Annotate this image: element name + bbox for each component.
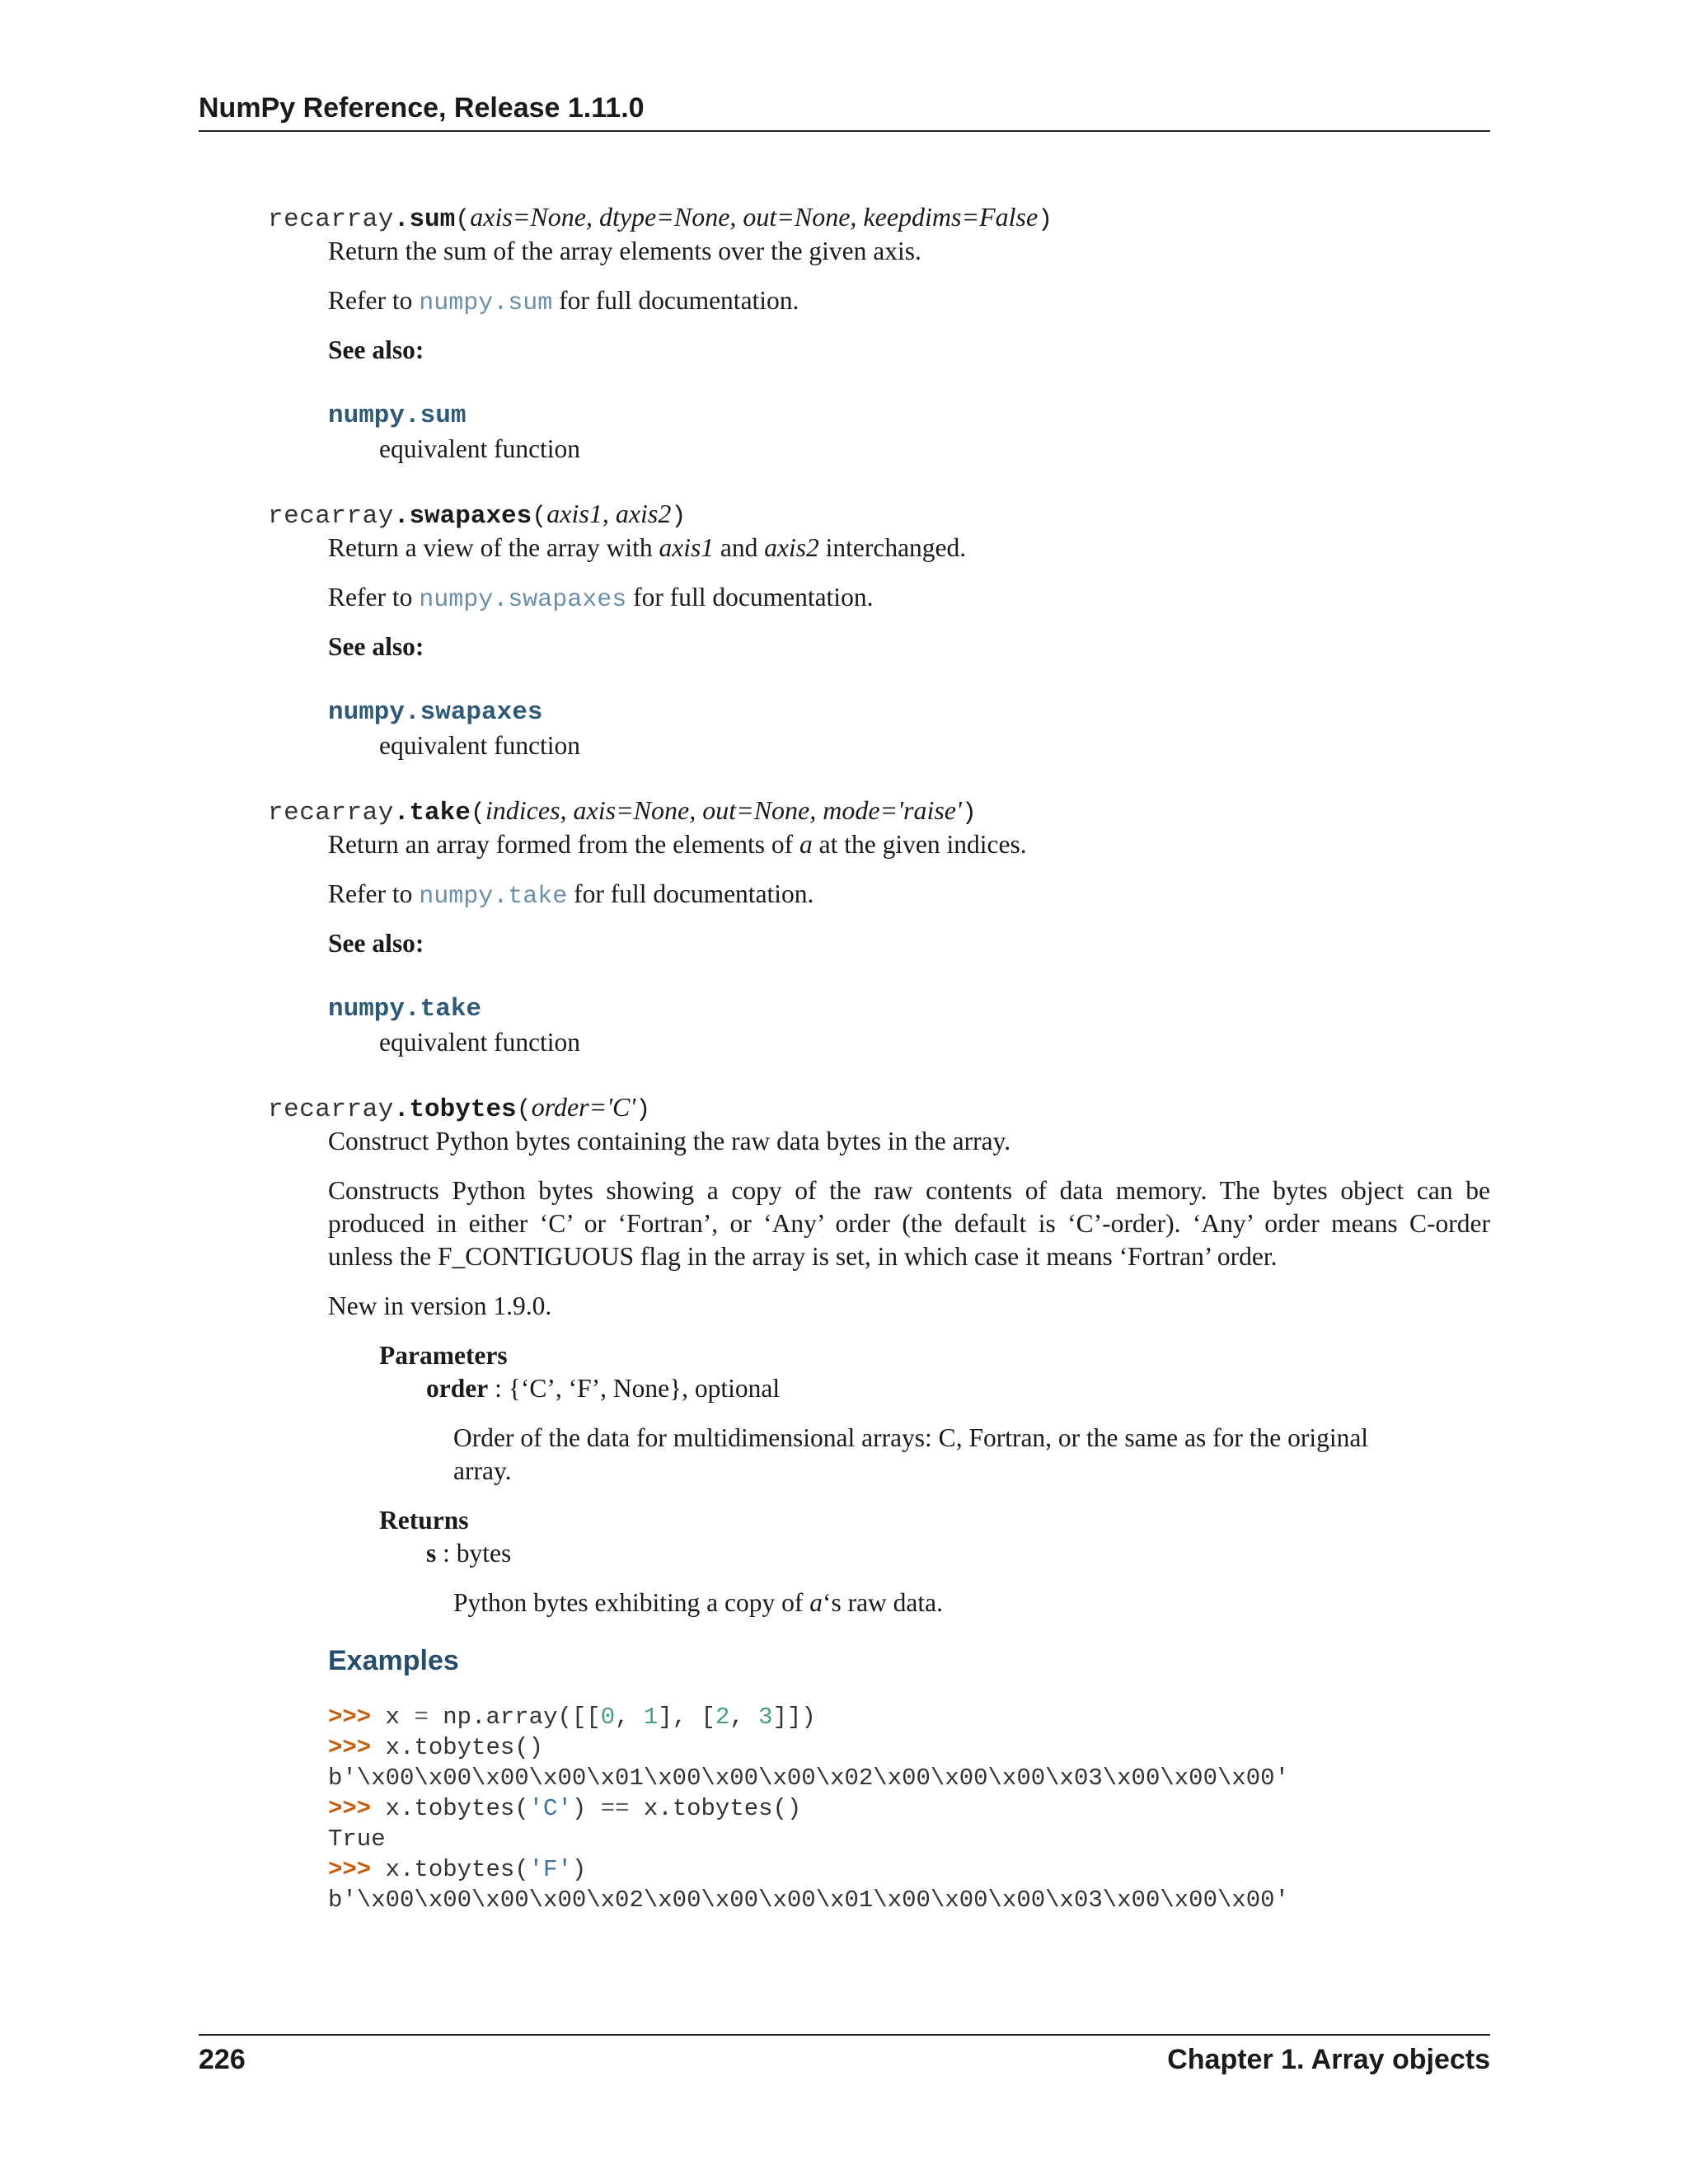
chapter-title: Chapter 1. Array objects xyxy=(1167,2044,1490,2075)
code-operator: == xyxy=(600,1795,630,1822)
code-output-3: b'\x00\x00\x00\x00\x02\x00\x00\x00\x01\x00\x00\x00\x03\x00\x00\x00' xyxy=(328,1886,1289,1914)
summary-swapaxes xyxy=(328,532,966,565)
code-number: 3 xyxy=(758,1704,773,1731)
return-desc-arg: a xyxy=(809,1588,823,1617)
summary-text: and xyxy=(714,533,765,562)
description-tobytes xyxy=(328,1174,1490,1273)
signature-tobytes xyxy=(268,1092,650,1124)
version-note: New in version 1.9.0. xyxy=(328,1291,552,1320)
param-type: : {‘C’, ‘F’, None}, optional xyxy=(488,1374,781,1403)
header-rule xyxy=(199,130,1490,132)
code-number: 0 xyxy=(600,1704,616,1731)
open-paren: ( xyxy=(532,503,547,531)
page-number: 226 xyxy=(199,2044,246,2075)
param-desc-line: array. xyxy=(453,1456,512,1485)
method-args: axis=None, dtype=None, out=None, keepdims=False xyxy=(470,202,1039,232)
refer-link-numpy-swapaxes[interactable]: numpy.swapaxes xyxy=(419,586,627,614)
code-token: ) xyxy=(571,1795,601,1822)
see-also-label-sum: See also: xyxy=(328,335,424,364)
param-description xyxy=(453,1422,1368,1488)
dot: . xyxy=(393,205,410,234)
summary-text: Return a view of the array with xyxy=(328,533,659,562)
code-line-2 xyxy=(328,1734,543,1761)
see-also-link-numpy-take[interactable]: numpy.take xyxy=(328,995,482,1024)
description-line: produced in either ‘C’ or ‘Fortran’, or ‘Any’ order (the default is ‘C’-order). ‘Any’ order means C-order xyxy=(328,1209,1490,1238)
summary-text: at the given indices. xyxy=(812,830,1027,859)
code-line-3 xyxy=(328,1795,801,1822)
class-name: recarray xyxy=(268,502,394,531)
summary-text: interchanged. xyxy=(818,533,967,562)
see-also-label-take: See also: xyxy=(328,929,424,958)
code-token: x.tobytes() xyxy=(371,1734,544,1761)
refer-link-numpy-take[interactable]: numpy.take xyxy=(419,883,568,911)
code-line-4 xyxy=(328,1856,586,1883)
code-output-1: b'\x00\x00\x00\x00\x01\x00\x00\x00\x02\x00\x00\x00\x03\x00\x00\x00' xyxy=(328,1765,1289,1792)
code-token: , xyxy=(729,1704,759,1731)
running-header: NumPy Reference, Release 1.11.0 xyxy=(199,92,645,124)
return-desc-text: ‘s raw data. xyxy=(822,1588,944,1617)
parameters-label: Parameters xyxy=(379,1341,508,1370)
method-name: sum xyxy=(409,205,456,234)
close-paren: ) xyxy=(1038,206,1053,234)
see-also-desc-take: equivalent function xyxy=(379,1028,581,1057)
summary-arg: a xyxy=(799,830,813,859)
close-paren: ) xyxy=(671,503,687,531)
footer-rule xyxy=(199,2034,1490,2036)
summary-sum: Return the sum of the array elements over the given axis. xyxy=(328,237,921,265)
prompt: >>> xyxy=(328,1795,372,1822)
summary-tobytes: Construct Python bytes containing the raw data bytes in the array. xyxy=(328,1127,1011,1155)
signature-take xyxy=(268,795,977,827)
return-desc-text: Python bytes exhibiting a copy of xyxy=(453,1588,810,1617)
method-name: swapaxes xyxy=(409,502,532,531)
prompt: >>> xyxy=(328,1856,372,1883)
refer-link-numpy-sum[interactable]: numpy.sum xyxy=(419,289,553,317)
method-args: indices, axis=None, out=None, mode='raise' xyxy=(485,795,962,825)
open-paren: ( xyxy=(470,799,485,827)
dot: . xyxy=(393,502,410,531)
returns-label: Returns xyxy=(379,1506,469,1535)
refer-suffix: for full documentation. xyxy=(567,879,814,908)
code-token: , xyxy=(615,1704,644,1731)
refer-prefix: Refer to xyxy=(328,286,420,315)
class-name: recarray xyxy=(268,205,394,234)
see-also-link-numpy-sum[interactable]: numpy.sum xyxy=(328,401,467,430)
refer-suffix: for full documentation. xyxy=(552,286,799,315)
code-token: ]]) xyxy=(772,1704,816,1731)
code-token: np.array([[ xyxy=(428,1704,601,1731)
summary-arg: axis2 xyxy=(764,533,819,562)
see-also-link-numpy-swapaxes[interactable]: numpy.swapaxes xyxy=(328,698,543,727)
code-number: 2 xyxy=(715,1704,730,1731)
signature-swapaxes xyxy=(268,499,686,531)
examples-heading: Examples xyxy=(328,1645,459,1676)
code-token: ) xyxy=(571,1856,587,1883)
code-operator: = xyxy=(414,1704,429,1731)
open-paren: ( xyxy=(455,206,471,234)
class-name: recarray xyxy=(268,1095,394,1124)
param-desc-line: Order of the data for multidimensional arrays: C, Fortran, or the same as for the original xyxy=(453,1423,1369,1452)
prompt: >>> xyxy=(328,1734,372,1761)
param-name: order xyxy=(426,1374,489,1403)
code-output-2: True xyxy=(328,1825,386,1853)
code-string: 'F' xyxy=(528,1856,572,1883)
code-string: 'C' xyxy=(528,1795,572,1822)
method-name: take xyxy=(409,799,471,827)
method-args: order='C' xyxy=(531,1092,636,1122)
description-line: unless the F_CONTIGUOUS flag in the array is set, in which case it means ‘Fortran’ order. xyxy=(328,1242,1278,1271)
code-number: 1 xyxy=(643,1704,659,1731)
close-paren: ) xyxy=(635,1096,651,1124)
summary-arg: axis1 xyxy=(659,533,714,562)
return-s xyxy=(426,1537,511,1570)
method-name: tobytes xyxy=(409,1095,517,1124)
see-also-label-swapaxes: See also: xyxy=(328,632,424,661)
code-line-1 xyxy=(328,1704,816,1731)
refer-swapaxes xyxy=(328,581,873,616)
return-name: s xyxy=(426,1539,437,1568)
return-type: : bytes xyxy=(436,1539,512,1568)
refer-prefix: Refer to xyxy=(328,879,420,908)
method-args: axis1, axis2 xyxy=(546,499,672,528)
open-paren: ( xyxy=(516,1096,532,1124)
return-description xyxy=(453,1586,943,1619)
code-token: x.tobytes( xyxy=(371,1795,529,1822)
signature-sum xyxy=(268,202,1053,234)
close-paren: ) xyxy=(961,799,977,827)
summary-take xyxy=(328,828,1027,861)
summary-text: Return an array formed from the elements of xyxy=(328,830,800,859)
code-token: x.tobytes( xyxy=(371,1856,529,1883)
dot: . xyxy=(393,1095,410,1124)
refer-suffix: for full documentation. xyxy=(626,583,874,612)
code-token: ], [ xyxy=(658,1704,715,1731)
refer-take xyxy=(328,878,814,913)
see-also-desc-sum: equivalent function xyxy=(379,434,581,463)
code-token: x xyxy=(371,1704,415,1731)
class-name: recarray xyxy=(268,799,394,827)
param-order xyxy=(426,1372,780,1405)
code-token: x.tobytes() xyxy=(629,1795,802,1822)
dot: . xyxy=(393,799,410,827)
refer-prefix: Refer to xyxy=(328,583,420,612)
refer-sum xyxy=(328,284,799,320)
see-also-desc-swapaxes: equivalent function xyxy=(379,731,581,760)
prompt: >>> xyxy=(328,1704,372,1731)
description-line: Constructs Python bytes showing a copy of the raw contents of data memory. The bytes object can be xyxy=(328,1176,1490,1205)
